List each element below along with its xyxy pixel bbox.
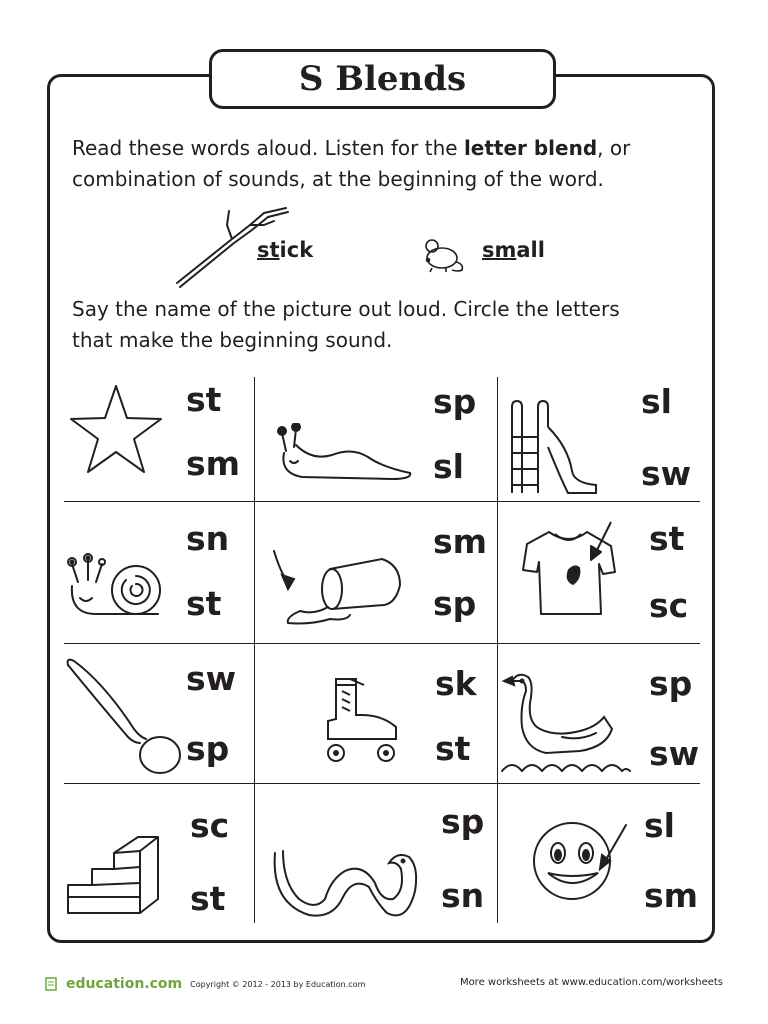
- instructions-intro: [72, 133, 692, 195]
- grid-col-divider: [254, 377, 255, 923]
- grid-row-divider: [64, 643, 700, 644]
- option-top[interactable]: st: [649, 519, 685, 558]
- smiley-icon: [532, 815, 632, 905]
- example-stick-blend: st: [257, 238, 280, 262]
- option-bottom[interactable]: sp: [186, 729, 230, 768]
- option-top[interactable]: sc: [190, 806, 230, 845]
- option-top[interactable]: sk: [435, 664, 477, 703]
- instr-line1-post: , or: [597, 136, 631, 160]
- option-bottom[interactable]: sc: [649, 586, 689, 625]
- option-bottom[interactable]: sm: [644, 876, 699, 915]
- education-logo[interactable]: education.com: [66, 976, 183, 992]
- roller-skate-icon: [322, 677, 402, 767]
- spoon-icon: [64, 657, 184, 777]
- grid-col-divider: [497, 377, 498, 923]
- instr-line2: combination of sounds, at the beginning of the word.: [72, 167, 604, 191]
- instr-line1-bold: letter blend: [463, 136, 598, 160]
- instr-line4: that make the beginning sound.: [72, 328, 393, 352]
- copyright: Copyright © 2012 - 2013 by Education.com: [190, 979, 366, 989]
- more-worksheets-link[interactable]: More worksheets at www.education.com/worksheets: [459, 977, 723, 988]
- example-word-small: [482, 238, 545, 262]
- option-top[interactable]: sn: [186, 519, 230, 558]
- option-top[interactable]: sp: [441, 802, 485, 841]
- education-logo-icon: [44, 976, 58, 992]
- option-bottom[interactable]: st: [190, 879, 226, 918]
- instr-line3: Say the name of the picture out loud. Circle the letters: [72, 297, 620, 321]
- option-bottom[interactable]: sn: [441, 876, 485, 915]
- instructions-task: [72, 294, 692, 356]
- example-stick-rest: ick: [279, 238, 314, 262]
- snail-icon: [66, 552, 164, 622]
- page-title-text: S Blends: [298, 59, 467, 99]
- option-bottom[interactable]: sp: [433, 584, 477, 623]
- example-small-rest: all: [516, 238, 545, 262]
- star-icon: [69, 382, 163, 476]
- mouse-icon: [418, 238, 468, 274]
- page-title: [209, 49, 556, 109]
- option-bottom[interactable]: st: [435, 729, 471, 768]
- stairs-icon: [64, 833, 164, 917]
- option-bottom[interactable]: sm: [186, 444, 241, 483]
- option-top[interactable]: sp: [649, 664, 693, 703]
- option-top[interactable]: sl: [641, 382, 672, 421]
- grid-row-divider: [64, 783, 700, 784]
- option-bottom[interactable]: sw: [649, 734, 700, 773]
- spill-icon: [270, 545, 412, 625]
- example-word-stick: [257, 238, 313, 262]
- option-top[interactable]: sm: [433, 522, 488, 561]
- slug-icon: [272, 423, 414, 483]
- stained-shirt-icon: [519, 520, 617, 618]
- option-bottom[interactable]: sl: [433, 447, 464, 486]
- option-top[interactable]: sl: [644, 806, 675, 845]
- instr-line1-pre: Read these words aloud. Listen for the: [72, 136, 464, 160]
- option-top[interactable]: st: [186, 380, 222, 419]
- grid-row-divider: [64, 501, 700, 502]
- option-top[interactable]: sp: [433, 382, 477, 421]
- footer-left: [44, 976, 365, 992]
- snake-icon: [269, 843, 425, 923]
- option-top[interactable]: sw: [186, 659, 237, 698]
- picture-grid: [64, 377, 700, 923]
- example-small-blend: sm: [482, 238, 517, 262]
- option-bottom[interactable]: sw: [641, 454, 692, 493]
- option-bottom[interactable]: st: [186, 584, 222, 623]
- slide-icon: [508, 397, 600, 495]
- swan-icon: [500, 667, 632, 781]
